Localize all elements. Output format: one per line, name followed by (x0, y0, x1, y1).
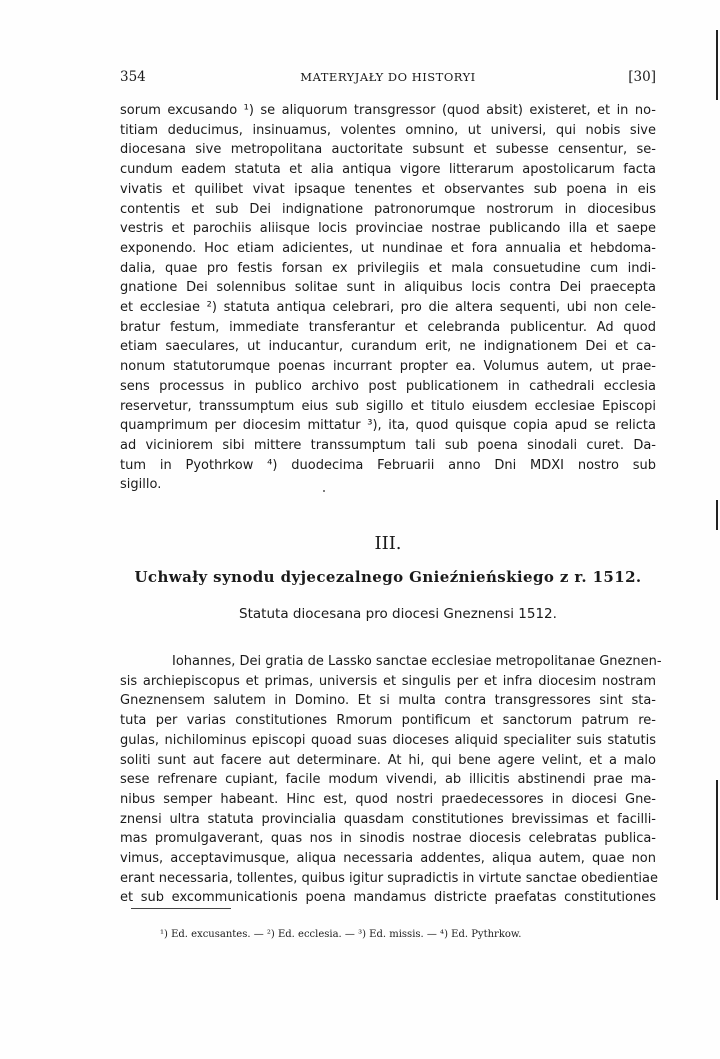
text-line: diocesana sive metropolitana auctoritate subsunt et subesse censentur, se- (120, 142, 656, 158)
text-line: et ecclesiae ²) statuta antiqua celebrari, pro die altera sequenti, ubi non cele- (120, 300, 656, 316)
text-line: erant necessaria, tollentes, quibus igitur supradictis in virtute sanctae obedientiae (120, 870, 658, 886)
scan-edge-mark (716, 500, 718, 530)
running-head (120, 66, 656, 88)
section-title: Uchwały synodu dyjecezalnego Gnieźnieńskiego z r. 1512. (134, 568, 642, 586)
footnote-rule (131, 908, 231, 909)
text-line: reservetur, transsumptum eius sub sigillo et titulo eiusdem ecclesiae Episcopi (120, 398, 656, 414)
scan-edge-mark (716, 780, 718, 900)
text-line: bratur festum, immediate transferantur et celebranda publicentur. Ad quod (120, 319, 656, 335)
text-line: nibus semper habeant. Hinc est, quod nostri praedecessores in diocesi Gne- (120, 791, 656, 807)
text-line: ad viciniorem sibi mittere transsumptum tali sub poena sinodali curet. Da- (120, 437, 656, 453)
text-line: dalia, quae pro festis forsan ex privilegiis et mala consuetudine cum indi- (120, 260, 656, 276)
scan-edge-mark (716, 30, 718, 100)
text-line: nonum statutorumque poenas incurrant propter ea. Volumus autem, ut prae- (120, 359, 656, 375)
text-line: sens processus in publico archivo post publicationem in cathedrali ecclesia (120, 378, 656, 394)
text-line: titiam deducimus, insinuamus, volentes omnino, ut universi, qui nobis sive (120, 122, 656, 138)
paragraph-continuation (120, 101, 656, 495)
text-line: mas promulgaverant, quas nos in sinodis nostrae diocesis celebratas publica- (120, 831, 656, 847)
section-number: III. (374, 533, 402, 554)
text-line: quamprimum per diocesim mittatur ³), ita, quod quisque copia apud se relicta (120, 418, 656, 434)
running-title: MATERYJAŁY DO HISTORYI (300, 70, 476, 84)
text-line: Gneznensem salutem in Domino. Et si multa contra transgressores sint sta- (120, 693, 656, 709)
text-line: vimus, acceptavimusque, aliqua necessaria addentes, aliqua autem, quae non (120, 851, 656, 867)
text-line: gnatione Dei solennibus solitae sunt in aliquibus locis contra Dei praecepta (120, 280, 656, 296)
text-line: tum in Pyothrkow ⁴) duodecima Februarii anno Dni MDXI nostro sub (120, 457, 656, 473)
text-line: cundum eadem statuta et alia antiqua vigore litterarum apostolicarum facta (120, 162, 656, 178)
text-line: soliti sunt aut facere aut determinare. At hi, qui bene agere velint, et a malo (120, 752, 656, 768)
text-line: vestris et parochiis aliisque locis provinciae nostrae publicando illa et saepe (120, 221, 656, 237)
text-line: exponendo. Hoc etiam adicientes, ut nundinae et fora annualia et hebdoma- (120, 240, 656, 256)
page-number: 354 (120, 69, 146, 85)
text-line: sorum excusando ¹) se aliquorum transgressor (quod absit) existeret, et in no- (120, 103, 656, 118)
section-subtitle: Statuta diocesana pro diocesi Gneznensi 1512. (239, 606, 557, 622)
text-line: tuta per varias constitutiones Rmorum pontificum et sanctorum patrum re- (120, 713, 656, 729)
text-line: Iohannes, Dei gratia de Lassko sanctae ecclesiae metropolitanae Gneznen- (172, 654, 662, 669)
text-line: etiam saeculares, ut inducantur, curandum erit, ne indignationem Dei et ca- (120, 339, 656, 355)
ink-speck (323, 490, 325, 492)
text-line: sigillo. (120, 477, 162, 493)
footnotes: ¹) Ed. excusantes. — ²) Ed. ecclesia. — ³) Ed. missis. — ⁴) Ed. Pythrkow. (160, 929, 522, 940)
text-line: et sub excommunicationis poena mandamus districte praefatas constitutiones (120, 890, 656, 906)
paragraph-statuta (120, 652, 662, 908)
text-line: sese refrenare cupiant, facile modum vivendi, ab illicitis abstinendi prae ma- (120, 772, 656, 788)
text-line: sis archiepiscopus et primas, universis et singulis per et infra diocesim nostram (120, 673, 656, 689)
text-line: znensi ultra statuta provincialia quasdam constitutiones brevissimas et facilli- (120, 811, 656, 827)
section-reference: [30] (628, 69, 656, 85)
text-line: gulas, nichilominus episcopi quoad suas dioceses aliquid specialiter suis statutis (120, 732, 656, 748)
text-line: contentis et sub Dei indignatione patronorumque nostrorum in diocesibus (120, 201, 656, 217)
text-line: vivatis et quilibet vivat ipsaque tenentes et observantes sub poena in eis (120, 181, 656, 197)
